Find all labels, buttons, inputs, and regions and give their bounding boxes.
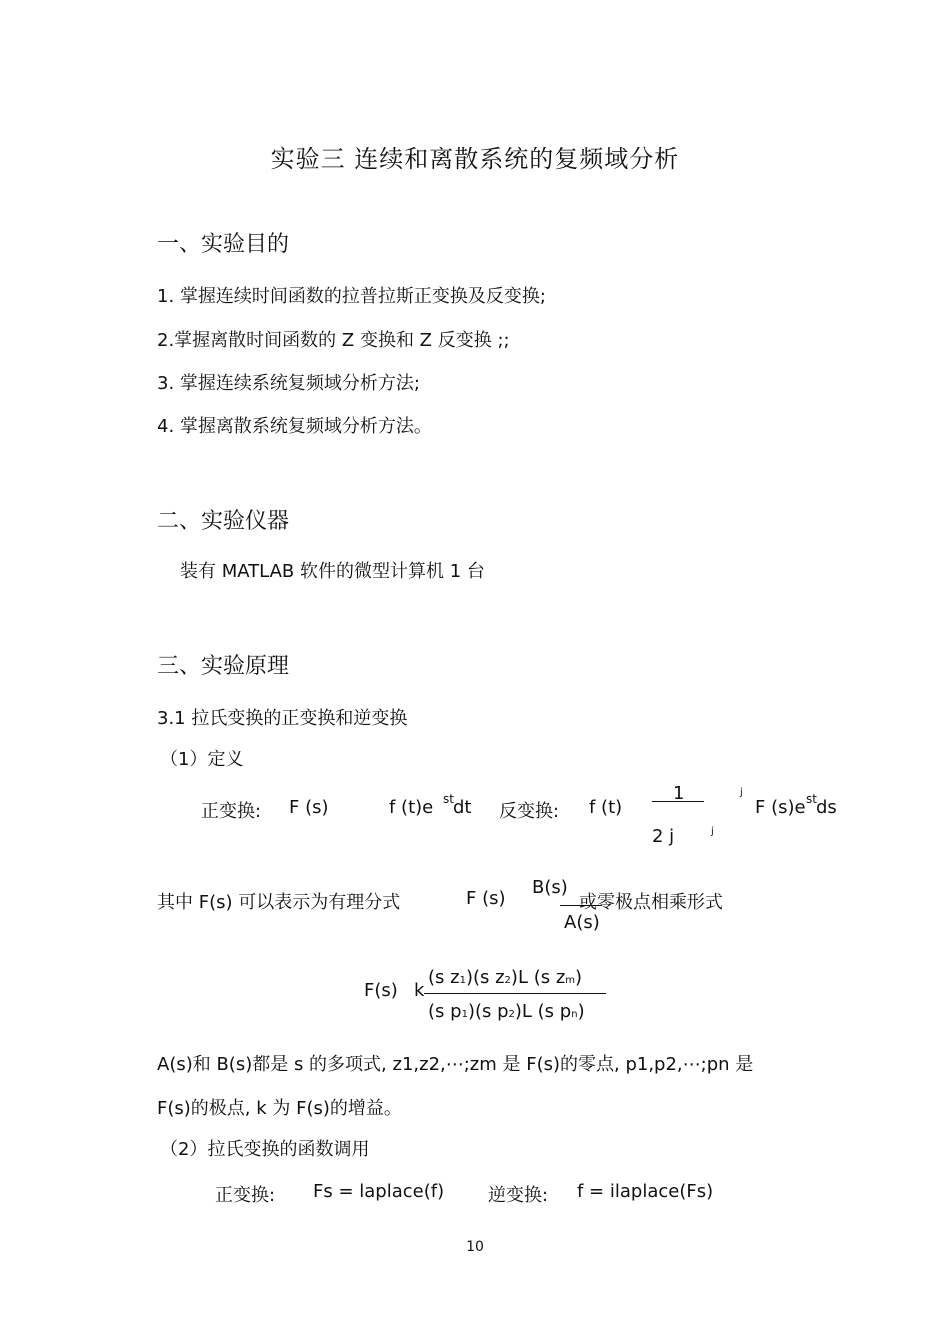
purpose-item-1: 1. 掌握连续时间函数的拉普拉斯正变换及反变换; (157, 286, 546, 307)
rational-form-text: 其中 F(s) 可以表示为有理分式 (157, 892, 401, 913)
equipment-text: 装有 MATLAB 软件的微型计算机 1 台 (180, 561, 485, 582)
forward-integrand: f (t)e (389, 797, 434, 818)
call-inverse-label: 逆变换: (488, 1185, 549, 1206)
zp-lhs: F(s) (364, 980, 398, 1001)
forward-dt: dt (453, 797, 472, 818)
zp-num-b: )(s z (465, 967, 505, 988)
inverse-transform-label: 反变换: (499, 801, 560, 822)
inverse-fraction-line (652, 801, 704, 802)
zp-num-sub1: 1 (459, 975, 466, 986)
purpose-item-4: 4. 掌握离散系统复频域分析方法。 (157, 416, 432, 437)
purpose-item-2: 2.掌握离散时间函数的 Z 变换和 Z 反变换 ;; (157, 330, 510, 351)
inverse-fraction-numerator: 1 (673, 783, 685, 804)
poly-explanation-line2: F(s)的极点, k 为 F(s)的增益。 (157, 1098, 402, 1119)
zp-den-subn: n (571, 1009, 578, 1020)
zp-num-d: ) (575, 967, 583, 988)
forward-exp: st (443, 792, 454, 806)
zp-num-c: )L (s z (510, 967, 566, 988)
zp-den-b: )(s p (467, 1001, 509, 1022)
poly-explanation-line1: A(s)和 B(s)都是 s 的多项式, z1,z2,⋯;zm 是 F(s)的零点, p1,p2,⋯;pn 是 (157, 1054, 754, 1075)
zp-denominator (428, 1001, 585, 1022)
function-call-label: （2）拉氏变换的函数调用 (160, 1139, 370, 1160)
rational-numerator: B(s) (532, 877, 568, 898)
zp-num-a: (s z (428, 967, 460, 988)
zp-num-sub2: 2 (504, 975, 511, 986)
forward-Fs: F (s) (289, 797, 329, 818)
inverse-ft: f (t) (589, 797, 623, 818)
subsection-laplace: 3.1 拉氏变换的正变换和逆变换 (157, 708, 408, 729)
inverse-fraction-denominator: 2 j (652, 826, 675, 847)
definition-label: （1）定义 (160, 749, 244, 770)
section-heading-purpose: 一、实验目的 (157, 232, 290, 257)
rational-denominator: A(s) (564, 912, 600, 933)
zp-den-a: (s p (428, 1001, 462, 1022)
integral-upper-limit: j (740, 787, 743, 798)
page-title: 实验三 连续和离散系统的复频域分析 (270, 145, 680, 173)
zp-num-subm: m (565, 975, 576, 986)
call-inverse-code: f = ilaplace(Fs) (577, 1181, 714, 1202)
purpose-item-3: 3. 掌握连续系统复频域分析方法; (157, 373, 420, 394)
rational-Fs: F (s) (466, 888, 506, 909)
inverse-ds: ds (816, 797, 837, 818)
zp-gain: k (414, 980, 425, 1001)
inverse-integrand: F (s)e (755, 797, 806, 818)
forward-transform-label: 正变换: (201, 801, 262, 822)
zp-fraction-line (424, 993, 606, 994)
zero-pole-form-text: 或零极点相乘形式 (579, 892, 723, 913)
section-heading-equipment: 二、实验仪器 (157, 509, 290, 534)
zp-den-sub2: 2 (508, 1009, 515, 1020)
zp-den-sub1: 1 (461, 1009, 468, 1020)
zp-numerator (428, 967, 582, 988)
call-forward-code: Fs = laplace(f) (313, 1181, 445, 1202)
zp-den-c: )L (s p (514, 1001, 572, 1022)
page-number: 10 (466, 1239, 484, 1255)
call-forward-label: 正变换: (215, 1185, 276, 1206)
inverse-exp: st (806, 792, 817, 806)
section-heading-principle: 三、实验原理 (157, 654, 290, 679)
integral-lower-limit: j (711, 826, 714, 837)
zp-den-d: ) (577, 1001, 585, 1022)
